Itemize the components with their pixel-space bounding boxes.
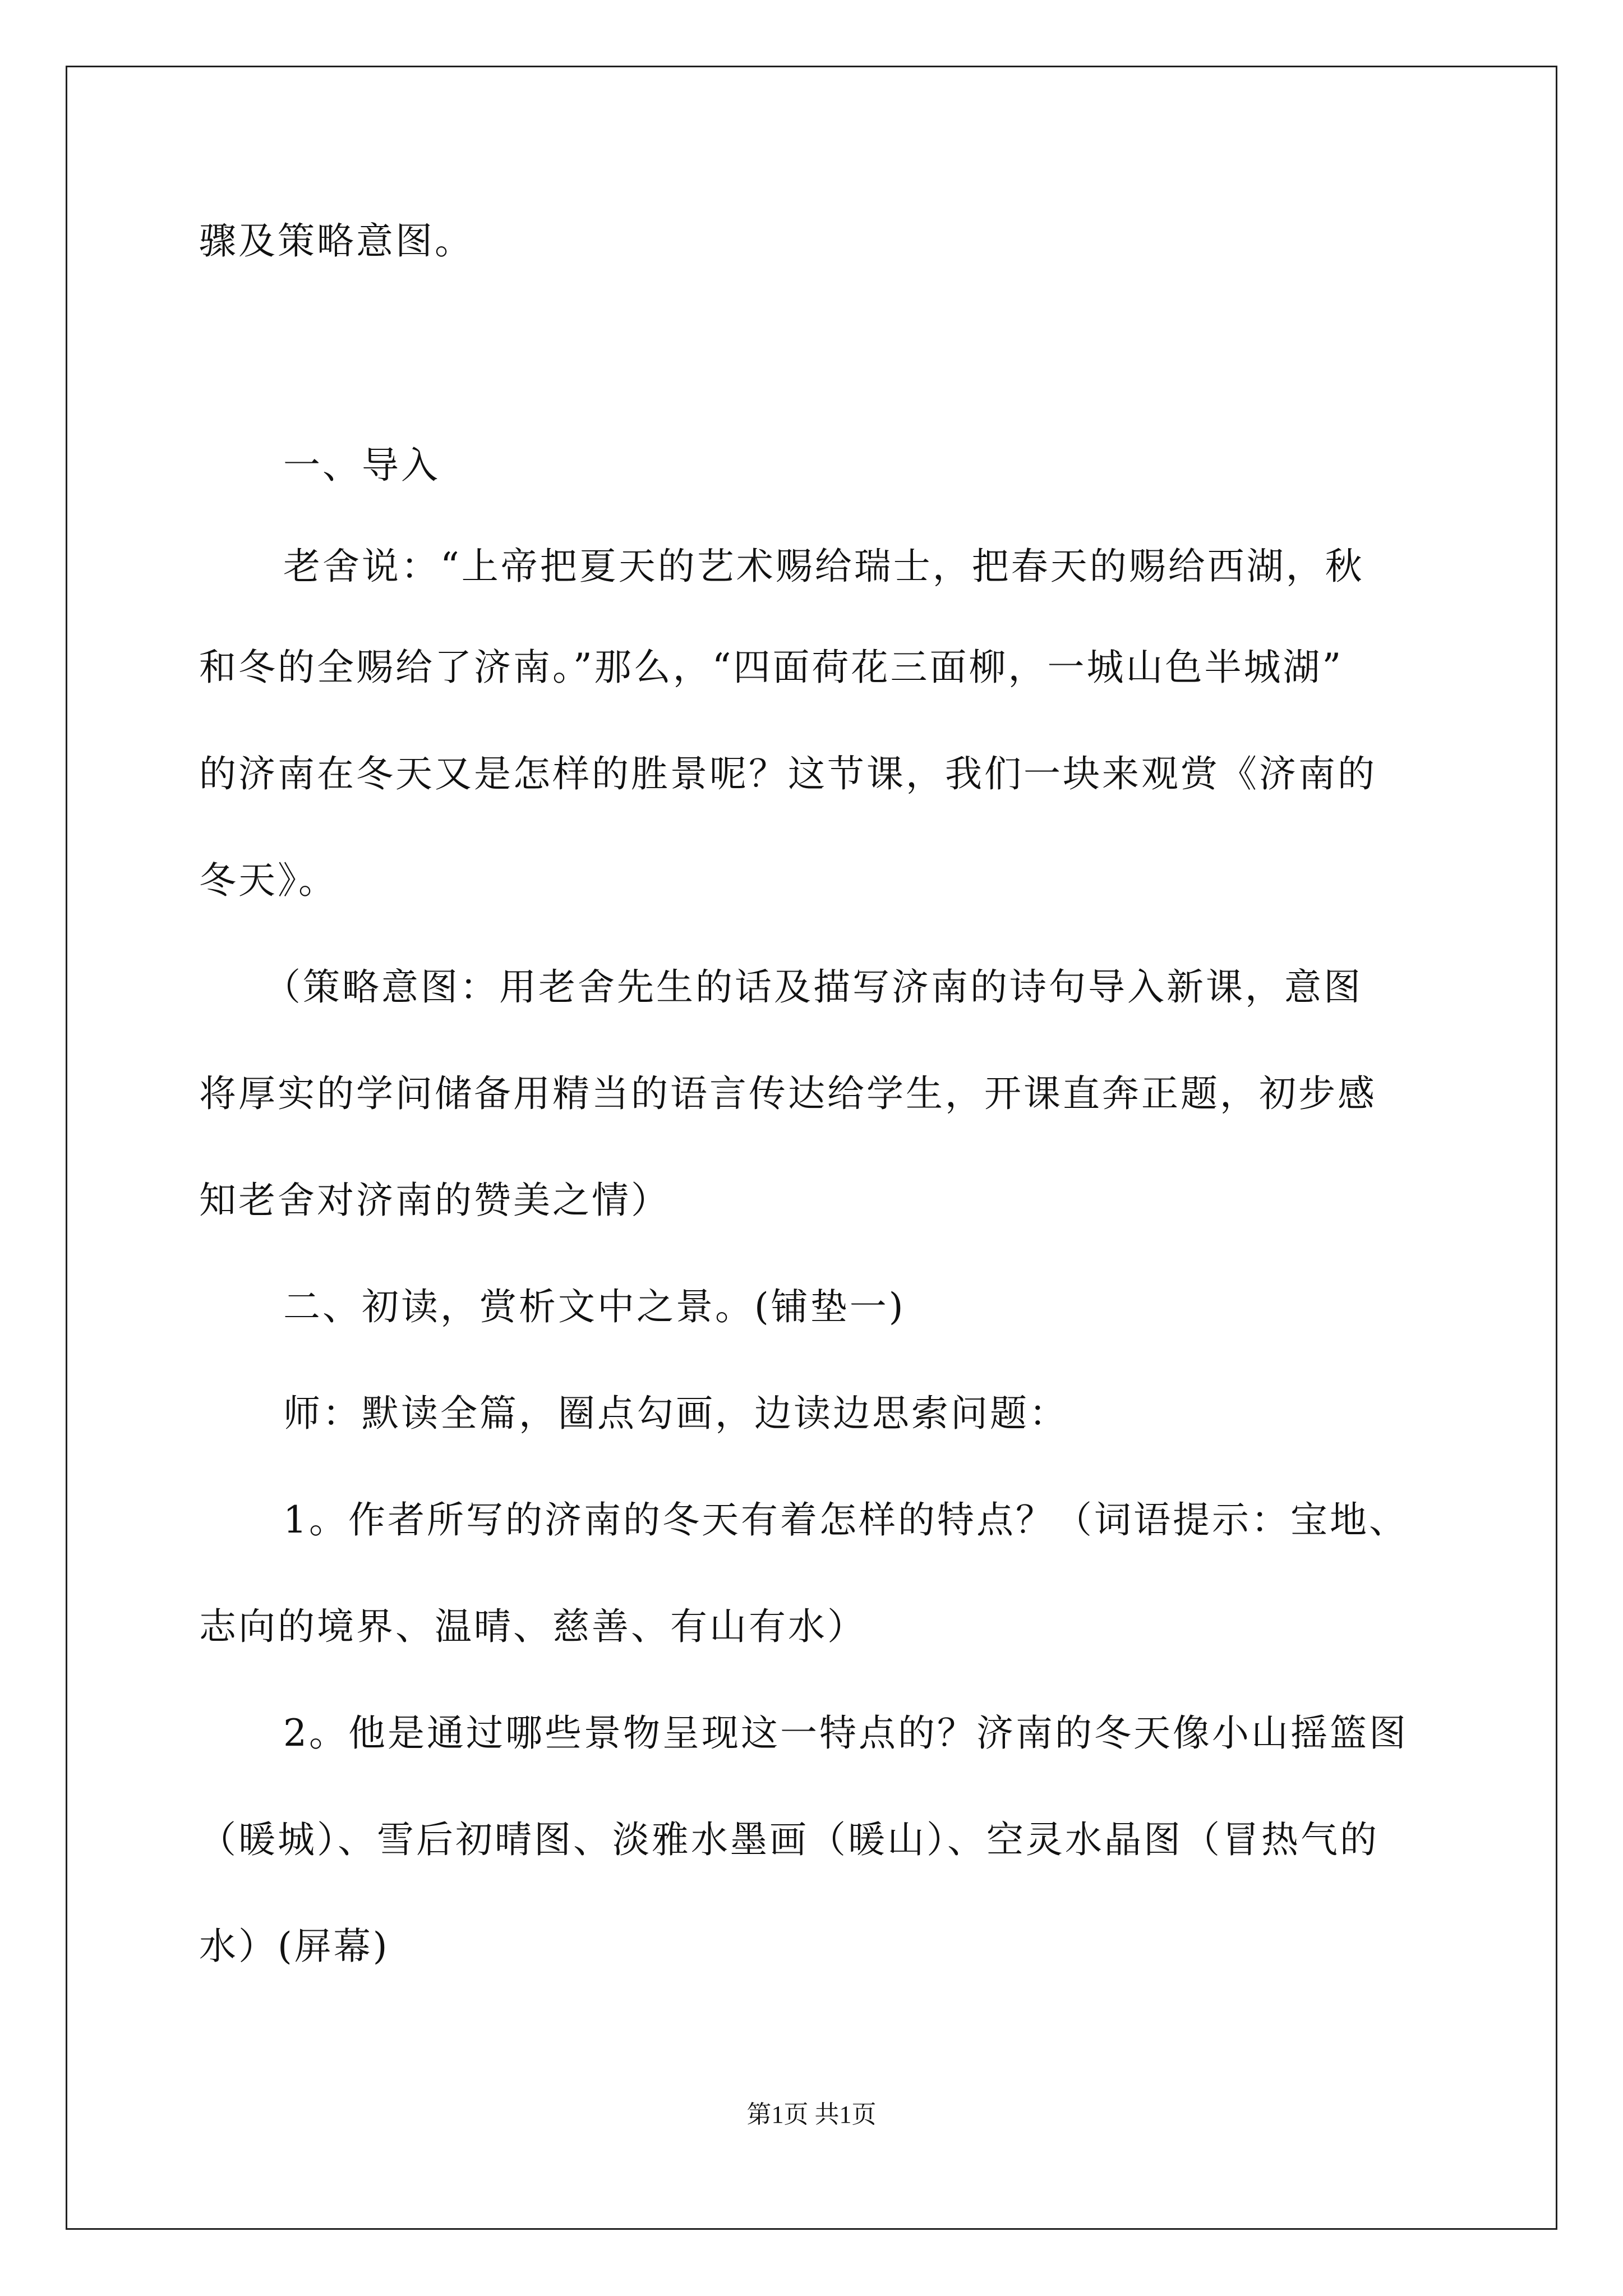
text-line-15: （暖城）、雪后初晴图、淡雅水墨画（暖山）、空灵水晶图（冒热气的 — [199, 1818, 1379, 1861]
text-line-5: 的济南在冬天又是怎样的胜景呢？这节课，我们一块来观赏《济南的 — [199, 752, 1377, 795]
question-2: 2。他是通过哪些景物呈现这一特点的？济南的冬天像小山摇篮图 — [283, 1711, 1408, 1755]
text-line-6: 冬天》。 — [199, 859, 338, 902]
text-line-1: 骤及策略意图。 — [199, 219, 474, 263]
text-line-7: （策略意图：用老舍先生的话及描写济南的诗句导入新课，意图 — [264, 965, 1363, 1009]
heading-introduction: 一、导入 — [283, 444, 440, 487]
question-1: 1。作者所写的济南的冬天有着怎样的特点？（词语提示：宝地、 — [283, 1498, 1408, 1542]
text-line-9: 知老舍对济南的赞美之情） — [199, 1179, 670, 1222]
text-line-16: 水）(屏幕) — [199, 1925, 390, 1968]
text-line-4: 和冬的全赐给了济南。”那么，“四面荷花三面柳，一城山色半城湖” — [199, 646, 1344, 689]
text-line-3: 老舍说：“上帝把夏天的艺术赐给瑞士，把春天的赐给西湖，秋 — [283, 545, 1364, 588]
text-line-13: 志向的境界、温晴、慈善、有山有水） — [199, 1605, 866, 1648]
text-line-8: 将厚实的学问储备用精当的语言传达给学生，开课直奔正题，初步感 — [199, 1072, 1377, 1115]
page-footer: 第1页 共1页 — [746, 2101, 877, 2128]
heading-first-reading: 二、初读，赏析文中之景。(铺垫一) — [283, 1285, 906, 1328]
text-line-11: 师：默读全篇，圈点勾画，边读边思索问题： — [283, 1392, 1068, 1435]
page-border — [66, 66, 1557, 2230]
